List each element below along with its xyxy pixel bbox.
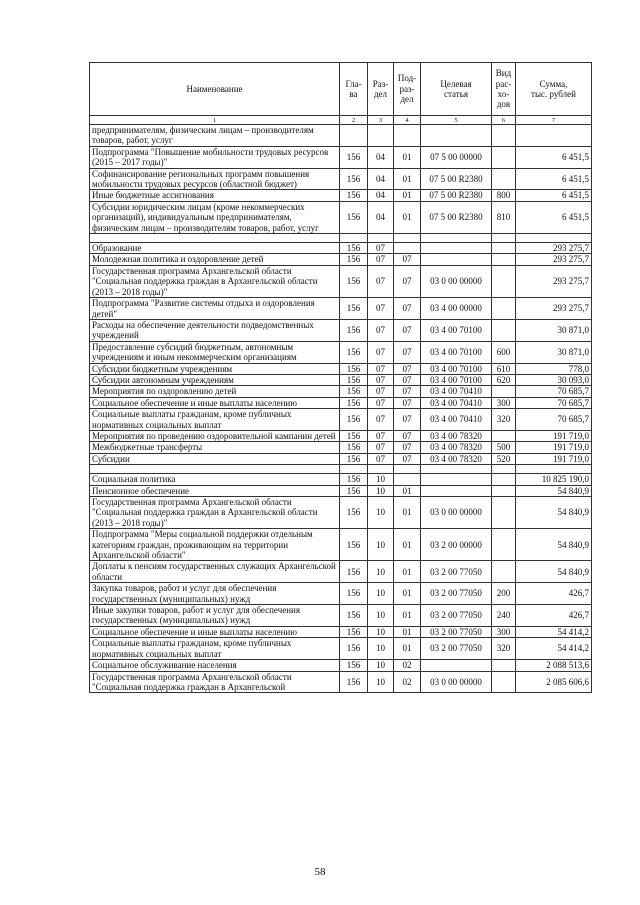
- table-row: [90, 341, 592, 363]
- subsection-cell: 01: [394, 497, 421, 529]
- subsection-cell: 01: [394, 201, 421, 233]
- section-cell: 07: [368, 298, 394, 320]
- header-expense-type: Вид рас- хо- дов: [492, 63, 516, 116]
- chapter-cell: 156: [340, 374, 368, 385]
- item-name: Закупка товаров, работ и услуг для обеспечения государственных (муниципальных) нужд: [90, 583, 340, 605]
- subsection-cell: 07: [394, 409, 421, 431]
- expense-type-cell: 240: [492, 605, 516, 627]
- item-name: Подпрограмма "Повышение мобильности трудовых ресурсов (2015 – 2017 годы)": [90, 146, 340, 168]
- blank-cell: [340, 465, 368, 474]
- subsection-cell: 07: [394, 453, 421, 464]
- subsection-cell: 01: [394, 146, 421, 168]
- item-name: Государственная программа Архангельской области "Социальная поддержка граждан в Архангельской области (2013 – 2018 годы)": [90, 265, 340, 297]
- table-row: [90, 671, 592, 693]
- subsection-cell: [394, 243, 421, 254]
- blank-cell: [421, 465, 492, 474]
- chapter-cell: 156: [340, 146, 368, 168]
- chapter-cell: 156: [340, 529, 368, 561]
- chapter-cell: 156: [340, 453, 368, 464]
- subsection-cell: 01: [394, 561, 421, 583]
- target-article-cell: 03 2 00 77050: [421, 605, 492, 627]
- amount-cell: 30 871,0: [516, 341, 592, 363]
- item-name: Подпрограмма "Меры социальной поддержки отдельным категориям граждан, проживающим на территории Архангельской области": [90, 529, 340, 561]
- amount-cell: 54 414,2: [516, 626, 592, 637]
- expense-type-cell: [492, 298, 516, 320]
- table-row: [90, 190, 592, 201]
- blank-cell: [516, 465, 592, 474]
- chapter-cell: 156: [340, 638, 368, 660]
- table-row: [90, 374, 592, 385]
- blank-row: [90, 234, 592, 243]
- expense-type-cell: [492, 497, 516, 529]
- blank-cell: [340, 234, 368, 243]
- target-article-cell: 03 2 00 00000: [421, 529, 492, 561]
- amount-cell: 6 451,5: [516, 201, 592, 233]
- header-subsection: Под- раз- дел: [394, 63, 421, 116]
- subsection-cell: 07: [394, 363, 421, 374]
- amount-cell: 2 085 606,6: [516, 671, 592, 693]
- item-name: Межбюджетные трансферты: [90, 442, 340, 453]
- expense-type-cell: [492, 561, 516, 583]
- chapter-cell: 156: [340, 190, 368, 201]
- table-row: [90, 168, 592, 190]
- subsection-cell: 01: [394, 168, 421, 190]
- table-row: [90, 430, 592, 441]
- chapter-cell: 156: [340, 397, 368, 408]
- header-amount: Сумма, тыс. рублей: [516, 63, 592, 116]
- item-name: Мероприятия по проведению оздоровительной кампании детей: [90, 430, 340, 441]
- expense-type-cell: [492, 265, 516, 297]
- col-number: 1: [90, 116, 340, 125]
- subsection-cell: 01: [394, 529, 421, 561]
- section-cell: 10: [368, 529, 394, 561]
- subsection-cell: 01: [394, 190, 421, 201]
- expense-type-cell: [492, 386, 516, 397]
- blank-cell: [368, 234, 394, 243]
- expense-type-cell: 810: [492, 201, 516, 233]
- target-article-cell: 03 4 00 70100: [421, 341, 492, 363]
- col-number: 5: [421, 116, 492, 125]
- expense-type-cell: 610: [492, 363, 516, 374]
- subsection-cell: 02: [394, 660, 421, 671]
- table-row: [90, 397, 592, 408]
- amount-cell: 191 719,0: [516, 453, 592, 464]
- expense-type-cell: [492, 485, 516, 496]
- expense-type-cell: 620: [492, 374, 516, 385]
- amount-cell: 6 451,5: [516, 168, 592, 190]
- table-row: [90, 626, 592, 637]
- item-name: Социальные выплаты гражданам, кроме публичных нормативных социальных выплат: [90, 638, 340, 660]
- expense-type-cell: 500: [492, 442, 516, 453]
- section-cell: 10: [368, 626, 394, 637]
- expense-type-cell: [492, 254, 516, 265]
- header-name: Наименование: [90, 63, 340, 116]
- table-row: [90, 254, 592, 265]
- header-section: Раз- дел: [368, 63, 394, 116]
- target-article-cell: 03 2 00 77050: [421, 626, 492, 637]
- section-cell: 07: [368, 319, 394, 341]
- expense-type-cell: 300: [492, 626, 516, 637]
- target-article-cell: 03 2 00 77050: [421, 561, 492, 583]
- target-article-cell: 03 4 00 70410: [421, 409, 492, 431]
- subsection-cell: 01: [394, 626, 421, 637]
- col-number: 4: [394, 116, 421, 125]
- target-article-cell: 03 4 00 70100: [421, 363, 492, 374]
- subsection-cell: [394, 474, 421, 485]
- column-number-row: [90, 116, 592, 125]
- chapter-cell: 156: [340, 497, 368, 529]
- table-row: [90, 125, 592, 147]
- section-cell: 10: [368, 638, 394, 660]
- subsection-cell: 01: [394, 638, 421, 660]
- target-article-cell: [421, 254, 492, 265]
- table-row: [90, 243, 592, 254]
- amount-cell: 6 451,5: [516, 146, 592, 168]
- item-name: Иные закупки товаров, работ и услуг для обеспечения государственных (муниципальных) нужд: [90, 605, 340, 627]
- amount-cell: 70 685,7: [516, 397, 592, 408]
- amount-cell: 293 275,7: [516, 265, 592, 297]
- col-number: 2: [340, 116, 368, 125]
- chapter-cell: 156: [340, 319, 368, 341]
- section-cell: 07: [368, 265, 394, 297]
- table-row: [90, 442, 592, 453]
- section-cell: 10: [368, 671, 394, 693]
- table-row: [90, 265, 592, 297]
- blank-cell: [368, 465, 394, 474]
- chapter-cell: 156: [340, 485, 368, 496]
- chapter-cell: 156: [340, 298, 368, 320]
- blank-cell: [90, 465, 340, 474]
- page-number: 58: [314, 866, 326, 878]
- amount-cell: 2 088 513,6: [516, 660, 592, 671]
- item-name: Расходы на обеспечение деятельности подведомственных учреждений: [90, 319, 340, 341]
- blank-cell: [394, 234, 421, 243]
- col-number: 7: [516, 116, 592, 125]
- subsection-cell: 07: [394, 386, 421, 397]
- blank-cell: [394, 465, 421, 474]
- expense-type-cell: 200: [492, 583, 516, 605]
- table-row: [90, 638, 592, 660]
- target-article-cell: 03 4 00 70410: [421, 386, 492, 397]
- chapter-cell: 156: [340, 243, 368, 254]
- subsection-cell: 07: [394, 397, 421, 408]
- section-cell: 07: [368, 363, 394, 374]
- section-cell: 10: [368, 605, 394, 627]
- target-article-cell: 07 5 00 R2380: [421, 201, 492, 233]
- chapter-cell: 156: [340, 409, 368, 431]
- target-article-cell: 03 4 00 70100: [421, 374, 492, 385]
- amount-cell: 6 451,5: [516, 190, 592, 201]
- chapter-cell: 156: [340, 583, 368, 605]
- target-article-cell: 03 2 00 77050: [421, 638, 492, 660]
- subsection-cell: 07: [394, 298, 421, 320]
- section-cell: 04: [368, 190, 394, 201]
- col-number: 3: [368, 116, 394, 125]
- section-cell: 07: [368, 254, 394, 265]
- item-name: Субсидии бюджетным учреждениям: [90, 363, 340, 374]
- amount-cell: 293 275,7: [516, 298, 592, 320]
- target-article-cell: 03 4 00 70100: [421, 319, 492, 341]
- table-row: [90, 605, 592, 627]
- amount-cell: 54 840,9: [516, 485, 592, 496]
- section-cell: 07: [368, 453, 394, 464]
- target-article-cell: 07 5 00 R2380: [421, 190, 492, 201]
- item-name: Государственная программа Архангельской области "Социальная поддержка граждан в Архангельской области (2013 – 2018 годы)": [90, 497, 340, 529]
- target-article-cell: 03 2 00 77050: [421, 583, 492, 605]
- section-cell: [368, 125, 394, 147]
- expense-type-cell: 320: [492, 638, 516, 660]
- chapter-cell: 156: [340, 660, 368, 671]
- table-row: [90, 319, 592, 341]
- expense-type-cell: 320: [492, 409, 516, 431]
- target-article-cell: 07 5 00 R2380: [421, 168, 492, 190]
- header-row: [90, 63, 592, 116]
- section-cell: 07: [368, 374, 394, 385]
- subsection-cell: 07: [394, 319, 421, 341]
- chapter-cell: 156: [340, 605, 368, 627]
- chapter-cell: 156: [340, 442, 368, 453]
- amount-cell: 293 275,7: [516, 243, 592, 254]
- section-cell: 10: [368, 485, 394, 496]
- section-cell: 07: [368, 243, 394, 254]
- chapter-cell: 156: [340, 561, 368, 583]
- item-name: Подпрограмма "Развитие системы отдыха и оздоровления детей": [90, 298, 340, 320]
- section-cell: 04: [368, 146, 394, 168]
- expense-type-cell: [492, 474, 516, 485]
- target-article-cell: [421, 660, 492, 671]
- expense-type-cell: [492, 319, 516, 341]
- expense-type-cell: [492, 146, 516, 168]
- table-row: [90, 201, 592, 233]
- item-name: Субсидии юридическим лицам (кроме некоммерческих организаций), индивидуальным предпринимателям, физическим лицам – производителям товаров, работ, услуг: [90, 201, 340, 233]
- section-cell: 10: [368, 660, 394, 671]
- subsection-cell: 01: [394, 485, 421, 496]
- item-name: Иные бюджетные ассигнования: [90, 190, 340, 201]
- item-name: Субсидии: [90, 453, 340, 464]
- amount-cell: 54 840,9: [516, 561, 592, 583]
- table-row: [90, 561, 592, 583]
- section-cell: 07: [368, 430, 394, 441]
- subsection-cell: 07: [394, 374, 421, 385]
- chapter-cell: 156: [340, 201, 368, 233]
- subsection-cell: 07: [394, 430, 421, 441]
- target-article-cell: [421, 125, 492, 147]
- item-name: Молодежная политика и оздоровление детей: [90, 254, 340, 265]
- amount-cell: 54 414,2: [516, 638, 592, 660]
- table-row: [90, 529, 592, 561]
- expense-type-cell: 300: [492, 397, 516, 408]
- header-target: Целевая статья: [421, 63, 492, 116]
- expense-type-cell: [492, 168, 516, 190]
- amount-cell: 54 840,9: [516, 529, 592, 561]
- amount-cell: 191 719,0: [516, 442, 592, 453]
- subsection-cell: 01: [394, 605, 421, 627]
- table-body: [90, 125, 592, 693]
- target-article-cell: 03 4 00 78320: [421, 442, 492, 453]
- expense-type-cell: 800: [492, 190, 516, 201]
- amount-cell: 10 825 190,0: [516, 474, 592, 485]
- expense-type-cell: [492, 660, 516, 671]
- section-cell: 07: [368, 386, 394, 397]
- table-row: [90, 386, 592, 397]
- chapter-cell: 156: [340, 341, 368, 363]
- item-name: Предоставление субсидий бюджетным, автономным учреждениям и иным некоммерческим организациям: [90, 341, 340, 363]
- amount-cell: 30 093,0: [516, 374, 592, 385]
- item-name: Пенсионное обеспечение: [90, 485, 340, 496]
- item-name: Мероприятия по оздоровлению детей: [90, 386, 340, 397]
- amount-cell: 70 685,7: [516, 386, 592, 397]
- blank-cell: [90, 234, 340, 243]
- expense-type-cell: [492, 529, 516, 561]
- target-article-cell: [421, 243, 492, 254]
- expense-type-cell: [492, 125, 516, 147]
- amount-cell: 70 685,7: [516, 409, 592, 431]
- chapter-cell: 156: [340, 671, 368, 693]
- item-name: Социальные выплаты гражданам, кроме публичных нормативных социальных выплат: [90, 409, 340, 431]
- amount-cell: 426,7: [516, 605, 592, 627]
- col-number: 6: [492, 116, 516, 125]
- section-cell: 10: [368, 561, 394, 583]
- subsection-cell: 07: [394, 442, 421, 453]
- expense-type-cell: 520: [492, 453, 516, 464]
- subsection-cell: 07: [394, 254, 421, 265]
- blank-cell: [421, 234, 492, 243]
- target-article-cell: 07 5 00 00000: [421, 146, 492, 168]
- expense-type-cell: [492, 430, 516, 441]
- item-name: Субсидии автономным учреждениям: [90, 374, 340, 385]
- section-cell: 07: [368, 397, 394, 408]
- amount-cell: 191 719,0: [516, 430, 592, 441]
- table-row: [90, 363, 592, 374]
- section-cell: 10: [368, 497, 394, 529]
- target-article-cell: 03 4 00 00000: [421, 298, 492, 320]
- section-cell: 04: [368, 168, 394, 190]
- section-cell: 04: [368, 201, 394, 233]
- amount-cell: [516, 125, 592, 147]
- section-cell: 10: [368, 474, 394, 485]
- item-name: Социальное обеспечение и иные выплаты населению: [90, 397, 340, 408]
- subsection-cell: 07: [394, 341, 421, 363]
- blank-row: [90, 465, 592, 474]
- section-cell: 10: [368, 583, 394, 605]
- blank-cell: [492, 234, 516, 243]
- blank-cell: [516, 234, 592, 243]
- target-article-cell: [421, 485, 492, 496]
- item-name: Образование: [90, 243, 340, 254]
- subsection-cell: 01: [394, 583, 421, 605]
- blank-cell: [492, 465, 516, 474]
- chapter-cell: 156: [340, 626, 368, 637]
- table-row: [90, 583, 592, 605]
- table-row: [90, 453, 592, 464]
- chapter-cell: 156: [340, 168, 368, 190]
- section-cell: 07: [368, 341, 394, 363]
- item-name: Доплаты к пенсиям государственных служащих Архангельской области: [90, 561, 340, 583]
- chapter-cell: 156: [340, 474, 368, 485]
- chapter-cell: [340, 125, 368, 147]
- chapter-cell: 156: [340, 430, 368, 441]
- header-chapter: Гла- ва: [340, 63, 368, 116]
- item-name: Социальное обслуживание населения: [90, 660, 340, 671]
- amount-cell: 30 871,0: [516, 319, 592, 341]
- section-cell: 07: [368, 409, 394, 431]
- subsection-cell: [394, 125, 421, 147]
- subsection-cell: 02: [394, 671, 421, 693]
- table-row: [90, 497, 592, 529]
- section-cell: 07: [368, 442, 394, 453]
- chapter-cell: 156: [340, 363, 368, 374]
- amount-cell: 426,7: [516, 583, 592, 605]
- table-row: [90, 146, 592, 168]
- table-row: [90, 660, 592, 671]
- chapter-cell: 156: [340, 254, 368, 265]
- table-row: [90, 298, 592, 320]
- target-article-cell: 03 4 00 78320: [421, 430, 492, 441]
- expense-type-cell: [492, 243, 516, 254]
- target-article-cell: 03 0 00 00000: [421, 671, 492, 693]
- table-row: [90, 409, 592, 431]
- budget-table: [89, 62, 592, 693]
- target-article-cell: 03 0 00 00000: [421, 497, 492, 529]
- item-name: Софинансирование региональных программ повышения мобильности трудовых ресурсов (областной бюджет): [90, 168, 340, 190]
- expense-type-cell: [492, 671, 516, 693]
- item-name: Социальное обеспечение и иные выплаты населению: [90, 626, 340, 637]
- target-article-cell: 03 0 00 00000: [421, 265, 492, 297]
- amount-cell: 778,0: [516, 363, 592, 374]
- item-name: Социальная политика: [90, 474, 340, 485]
- table-row: [90, 485, 592, 496]
- target-article-cell: [421, 474, 492, 485]
- expense-type-cell: 600: [492, 341, 516, 363]
- table-row: [90, 474, 592, 485]
- target-article-cell: 03 4 00 78320: [421, 453, 492, 464]
- amount-cell: 54 840,9: [516, 497, 592, 529]
- subsection-cell: 07: [394, 265, 421, 297]
- item-name: Государственная программа Архангельской области "Социальная поддержка граждан в Архангельской: [90, 671, 340, 693]
- item-name: предпринимателям, физическим лицам – производителям товаров, работ, услуг: [90, 125, 340, 147]
- target-article-cell: 03 4 00 70410: [421, 397, 492, 408]
- chapter-cell: 156: [340, 265, 368, 297]
- chapter-cell: 156: [340, 386, 368, 397]
- amount-cell: 293 275,7: [516, 254, 592, 265]
